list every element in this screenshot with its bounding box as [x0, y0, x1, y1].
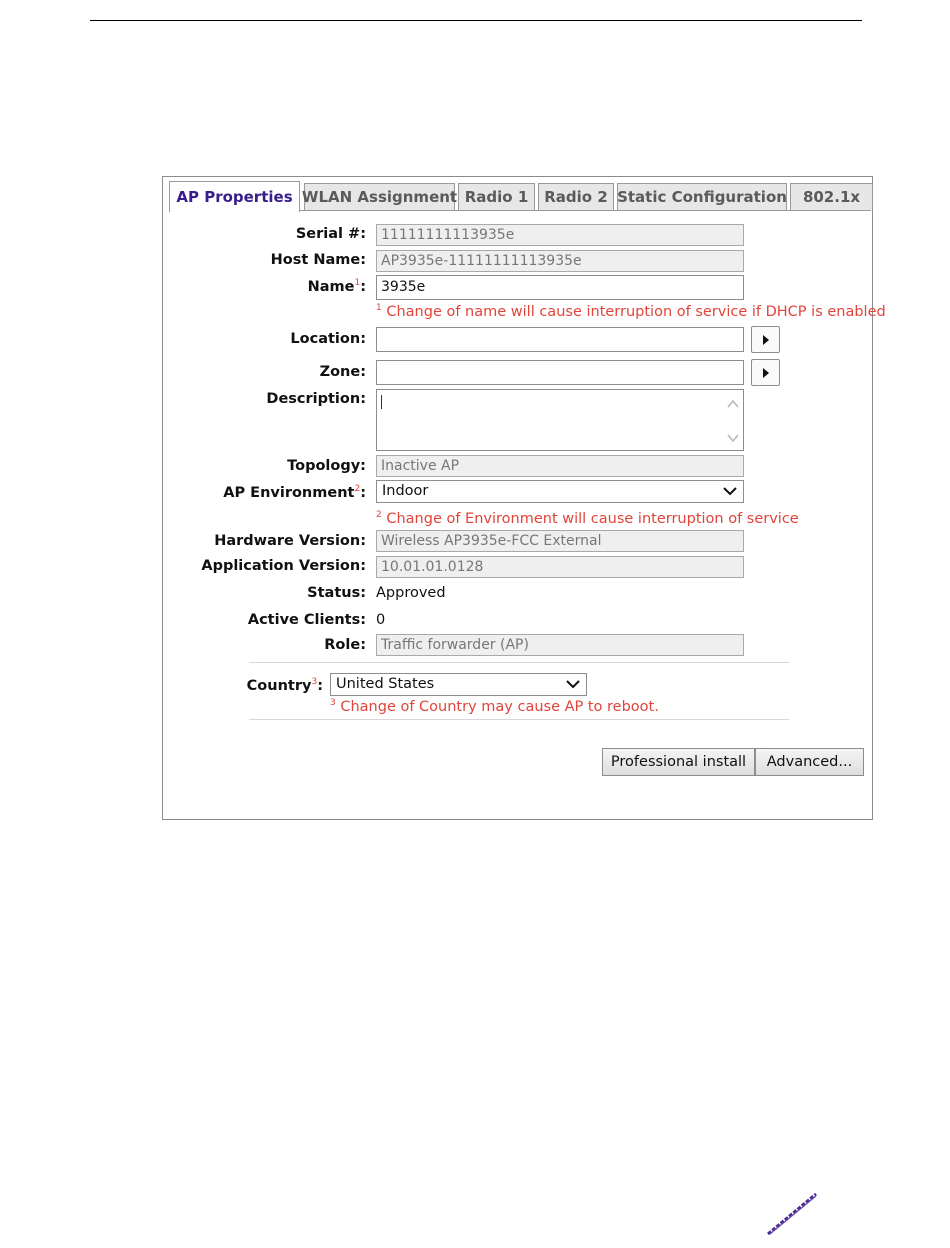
zone-select-button[interactable] [751, 359, 780, 386]
scroll-up-icon[interactable] [727, 398, 739, 410]
hardware-version-field: Wireless AP3935e-FCC External [376, 530, 744, 552]
country-footnote-marker: 3 [311, 677, 318, 687]
name-label-colon: : [360, 278, 366, 295]
play-arrow-icon [763, 335, 769, 345]
country-label-text: Country [246, 677, 312, 694]
hardware-version-label: Hardware Version: [214, 533, 366, 549]
location-select-button[interactable] [751, 326, 780, 353]
active-clients-label: Active Clients: [247, 612, 366, 628]
status-label: Status: [307, 585, 366, 601]
zone-label: Zone: [319, 364, 366, 380]
ap-environment-label-text: AP Environment [223, 484, 355, 501]
tab-bar [169, 181, 871, 211]
chevron-down-icon [566, 679, 580, 689]
ap-environment-footnote-marker: 2 [354, 484, 361, 494]
status-value: Approved [376, 585, 446, 601]
chevron-down-icon [723, 486, 737, 496]
serial-label: Serial #: [295, 226, 366, 242]
text-caret [381, 395, 382, 409]
country-value: United States [336, 676, 435, 692]
country-warning-marker: 3 [330, 698, 336, 708]
brand-logo-slash [766, 1192, 818, 1236]
country-warning-text: Change of Country may cause AP to reboot. [335, 698, 659, 715]
location-label: Location: [290, 331, 366, 347]
name-footnote-marker: 1 [354, 278, 361, 288]
description-label: Description: [266, 391, 366, 407]
environment-change-warning [376, 510, 799, 527]
name-warning-text: Change of name will cause interruption of service if DHCP is enabled [381, 303, 886, 320]
country-label-colon: : [317, 677, 323, 694]
tab-802-1x[interactable]: 802.1x [790, 183, 873, 210]
country-label [247, 677, 323, 694]
play-arrow-icon [763, 368, 769, 378]
topology-field: Inactive AP [376, 455, 744, 477]
topology-label: Topology: [287, 458, 366, 474]
ap-environment-select[interactable] [376, 480, 744, 503]
name-change-warning [376, 303, 886, 320]
name-warning-marker: 1 [376, 303, 382, 313]
tab-static-configuration[interactable]: Static Configuration [617, 183, 787, 210]
env-warning-text: Change of Environment will cause interruption of service [381, 510, 799, 527]
tab-radio-2[interactable]: Radio 2 [538, 183, 614, 210]
advanced-button[interactable]: Advanced... [755, 748, 864, 776]
description-textarea[interactable] [376, 389, 744, 451]
tab-wlan-assignment[interactable]: WLAN Assignment [304, 183, 455, 210]
page-header-rule [90, 20, 862, 21]
location-input[interactable] [376, 327, 744, 352]
role-field: Traffic forwarder (AP) [376, 634, 744, 656]
host-name-field: AP3935e-11111111113935e [376, 250, 744, 272]
active-clients-value: 0 [376, 612, 386, 628]
name-label [308, 278, 366, 295]
serial-field: 11111111113935e [376, 224, 744, 246]
professional-install-button[interactable]: Professional install [602, 748, 755, 776]
ap-environment-value: Indoor [382, 483, 429, 499]
zone-input[interactable] [376, 360, 744, 385]
country-change-warning [330, 698, 659, 715]
country-section-top-divider [249, 662, 789, 663]
ap-environment-label [223, 484, 366, 501]
ap-environment-label-colon: : [360, 484, 366, 501]
tab-ap-properties[interactable]: AP Properties [169, 181, 300, 212]
ap-properties-panel [162, 176, 886, 820]
role-label: Role: [324, 637, 366, 653]
env-warning-marker: 2 [376, 510, 382, 520]
application-version-label: Application Version: [201, 558, 366, 574]
country-section-bottom-divider [249, 719, 789, 720]
name-input[interactable]: 3935e [376, 275, 744, 300]
tab-radio-1[interactable]: Radio 1 [458, 183, 535, 210]
scroll-down-icon[interactable] [727, 432, 739, 444]
host-name-label: Host Name: [270, 252, 366, 268]
country-select[interactable] [330, 673, 587, 696]
name-label-text: Name [307, 278, 355, 295]
application-version-field: 10.01.01.0128 [376, 556, 744, 578]
